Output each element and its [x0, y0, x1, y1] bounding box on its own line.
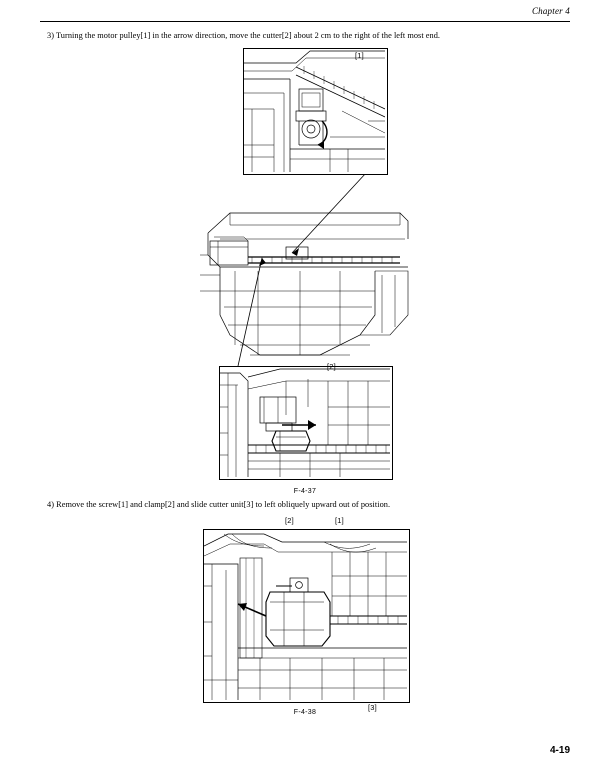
callout-fig38-3: [3]: [368, 703, 377, 712]
page-number: 4-19: [549, 745, 570, 756]
page-header: Chapter 4: [531, 6, 570, 16]
callout-fig37-2: [2]: [327, 362, 336, 371]
figure-4-37-caption: F-4-37: [293, 488, 317, 495]
cutter-unit-removal-illustration: [203, 529, 410, 703]
step-4-text: 4) Remove the screw[1] and clamp[2] and slide cutter unit[3] to left obliquely upward out of position.: [47, 500, 391, 509]
cutter-unit-removal-art: [204, 530, 407, 700]
figure-4-38-caption: F-4-38: [293, 709, 317, 716]
callout-fig37-1: [1]: [355, 51, 364, 60]
step-3-text: 3) Turning the motor pulley[1] in the arrow direction, move the cutter[2] about 2 cm to the right of the left most end.: [47, 31, 441, 40]
callout-fig38-1: [1]: [335, 516, 344, 525]
callout-fig38-2: [2]: [285, 516, 294, 525]
